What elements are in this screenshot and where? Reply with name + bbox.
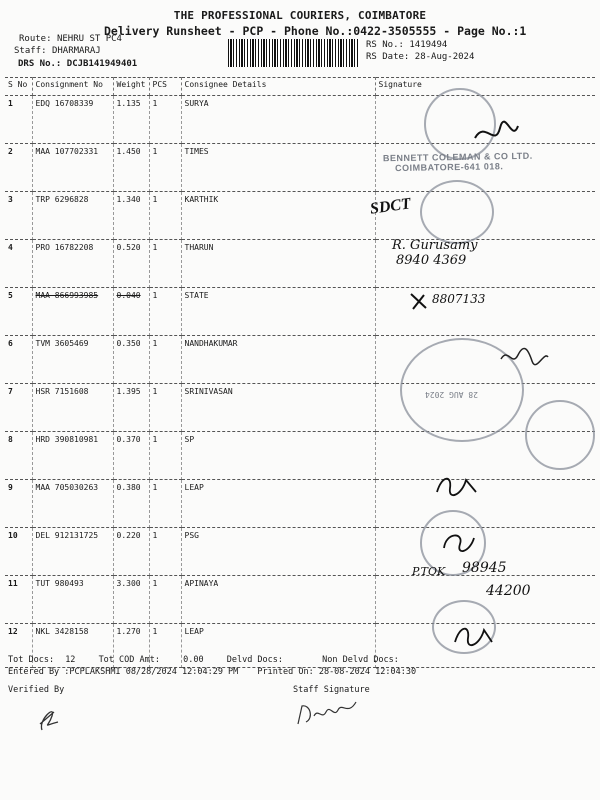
signature-row12	[450, 620, 494, 648]
cell-consignment: PRO 16782208	[32, 240, 113, 288]
delvd-docs-label: Delvd Docs:	[226, 655, 284, 665]
cell-consignee: STATE	[181, 288, 375, 336]
staff-line	[14, 46, 101, 56]
printed-on: Printed On: 28-08-2024 12:04:30	[257, 667, 417, 677]
cell-consignment: NKL 3428158	[32, 624, 113, 668]
cell-pcs: 1	[149, 576, 181, 624]
stamp-bennett-coleman	[383, 151, 533, 174]
cell-consignment: MAA 107702331	[32, 144, 113, 192]
non-delvd-docs-label: Non Delvd Docs:	[322, 655, 399, 665]
stamp-line-1: BENNETT COLEMAN & CO LTD.	[382, 150, 533, 164]
signature-row5-mark	[408, 290, 430, 312]
cell-consignee: SURYA	[181, 96, 375, 144]
cell-consignee: TIMES	[181, 144, 375, 192]
table-row	[5, 432, 595, 480]
signature-row5: 8807133	[432, 292, 486, 306]
cell-consignment: TRP 6296828	[32, 192, 113, 240]
tot-docs-label: Tot Docs:	[8, 655, 55, 665]
cell-sno: 9	[5, 480, 32, 528]
cell-sno: 2	[5, 144, 32, 192]
cell-weight: 0.040	[113, 288, 149, 336]
cell-sno: 1	[5, 96, 32, 144]
tot-cod-value: 0.00	[183, 655, 204, 665]
cell-weight: 1.270	[113, 624, 149, 668]
cell-pcs: 1	[149, 288, 181, 336]
footer-totals	[8, 655, 399, 665]
table-row	[5, 192, 595, 240]
rs-no-label: RS No.:	[366, 40, 404, 50]
cell-consignee: KARTHIK	[181, 192, 375, 240]
drs-line	[18, 59, 137, 69]
cell-consignee: LEAP	[181, 480, 375, 528]
cell-signature	[375, 480, 595, 528]
cell-pcs: 1	[149, 336, 181, 384]
stamp-seal-row3	[420, 180, 494, 244]
cell-consignment: MAA 866993985	[32, 288, 113, 336]
col-sno: S No	[5, 78, 32, 96]
runsheet-title: Delivery Runsheet - PCP - Phone No.:0422-3505555 - Page No.:1	[104, 24, 527, 38]
cell-consignee: SP	[181, 432, 375, 480]
entered-by: Entered By :PCPLAKSHMI 08/28/2024 12:04:29 PM	[8, 667, 239, 677]
signature-row4	[392, 238, 478, 268]
route-label: Route:	[19, 34, 52, 44]
cell-consignee: APINAYA	[181, 576, 375, 624]
route-value: NEHRU ST PC4	[56, 34, 122, 44]
rs-date-line	[366, 52, 474, 62]
cell-weight: 0.520	[113, 240, 149, 288]
cell-consignee: THARUN	[181, 240, 375, 288]
cell-consignee: LEAP	[181, 624, 375, 668]
cell-consignment: EDQ 16708339	[32, 96, 113, 144]
cell-sno: 5	[5, 288, 32, 336]
cell-sno: 3	[5, 192, 32, 240]
verified-by-signature	[34, 700, 64, 734]
staff-signature-label: Staff Signature	[293, 685, 370, 695]
table-row	[5, 288, 595, 336]
cell-consignment: DEL 912131725	[32, 528, 113, 576]
tot-cod-label: Tot COD Amt:	[98, 655, 160, 665]
signature-row1	[470, 118, 520, 148]
rs-no-line	[366, 40, 447, 50]
cell-weight: 1.135	[113, 96, 149, 144]
cell-consignee: NANDHAKUMAR	[181, 336, 375, 384]
rs-date-value: 28-Aug-2024	[414, 52, 475, 62]
signature-row3: SDCT	[368, 195, 412, 218]
cell-pcs: 1	[149, 240, 181, 288]
verified-by-label: Verified By	[8, 685, 65, 695]
cell-weight: 0.380	[113, 480, 149, 528]
drs-value: DCJB141949401	[66, 59, 138, 69]
cell-pcs: 1	[149, 96, 181, 144]
staff-value: DHARMARAJ	[51, 46, 101, 56]
signature-row11-mark: P.TOK	[412, 565, 446, 578]
signature-row4-phone: 8940 4369	[396, 253, 467, 268]
cell-consignment: TVM 3605469	[32, 336, 113, 384]
route-line	[19, 34, 122, 44]
col-signature: Signature	[375, 78, 595, 96]
col-consignment: Consignment No	[32, 78, 113, 96]
cell-weight: 1.450	[113, 144, 149, 192]
cell-weight: 3.300	[113, 576, 149, 624]
company-title: THE PROFESSIONAL COURIERS, COIMBATORE	[173, 9, 427, 22]
signature-row4-name: R. Gurusamy	[392, 238, 478, 253]
signature-row11-a: 98945	[462, 560, 507, 576]
cell-pcs: 1	[149, 480, 181, 528]
cell-consignment: HRD 390810981	[32, 432, 113, 480]
cell-consignee: PSG	[181, 528, 375, 576]
table-header-row	[5, 78, 595, 96]
rs-date-label: RS Date:	[366, 52, 410, 62]
col-consignee: Consignee Details	[181, 78, 375, 96]
staff-signature	[292, 696, 362, 730]
cell-pcs: 1	[149, 528, 181, 576]
table-row	[5, 240, 595, 288]
staff-label: Staff:	[14, 46, 47, 56]
col-pcs: PCS	[149, 78, 181, 96]
cell-weight: 1.340	[113, 192, 149, 240]
cell-weight: 0.350	[113, 336, 149, 384]
cell-pcs: 1	[149, 144, 181, 192]
tot-docs-value: 12	[65, 655, 76, 665]
footer-entry	[8, 667, 416, 677]
rs-no-value: 1419494	[409, 40, 448, 50]
cell-sno: 8	[5, 432, 32, 480]
cell-sno: 11	[5, 576, 32, 624]
stamp-sp-retail-ventures	[525, 400, 595, 470]
cell-sno: 12	[5, 624, 32, 668]
cell-consignment: MAA 705030263	[32, 480, 113, 528]
cell-sno: 6	[5, 336, 32, 384]
barcode	[228, 39, 360, 67]
col-weight: Weight	[113, 78, 149, 96]
cell-pcs: 1	[149, 624, 181, 668]
cell-consignment: TUT 980493	[32, 576, 113, 624]
drs-label: DRS No.:	[18, 59, 62, 69]
cell-pcs: 1	[149, 192, 181, 240]
cell-consignment: HSR 7151608	[32, 384, 113, 432]
stamp-line-2: COIMBATORE-641 018.	[395, 161, 504, 174]
signature-row10	[438, 528, 478, 556]
cell-sno: 4	[5, 240, 32, 288]
signature-row6	[498, 345, 550, 369]
cell-weight: 0.220	[113, 528, 149, 576]
table-row	[5, 480, 595, 528]
cell-consignee: SRINIVASAN	[181, 384, 375, 432]
stamp-date: 28 AUG 2024	[425, 390, 478, 399]
signature-row9	[432, 470, 482, 500]
cell-pcs: 1	[149, 432, 181, 480]
cell-pcs: 1	[149, 384, 181, 432]
cell-sno: 10	[5, 528, 32, 576]
cell-sno: 7	[5, 384, 32, 432]
cell-weight: 1.395	[113, 384, 149, 432]
cell-weight: 0.370	[113, 432, 149, 480]
signature-row11-b: 44200	[486, 583, 531, 599]
